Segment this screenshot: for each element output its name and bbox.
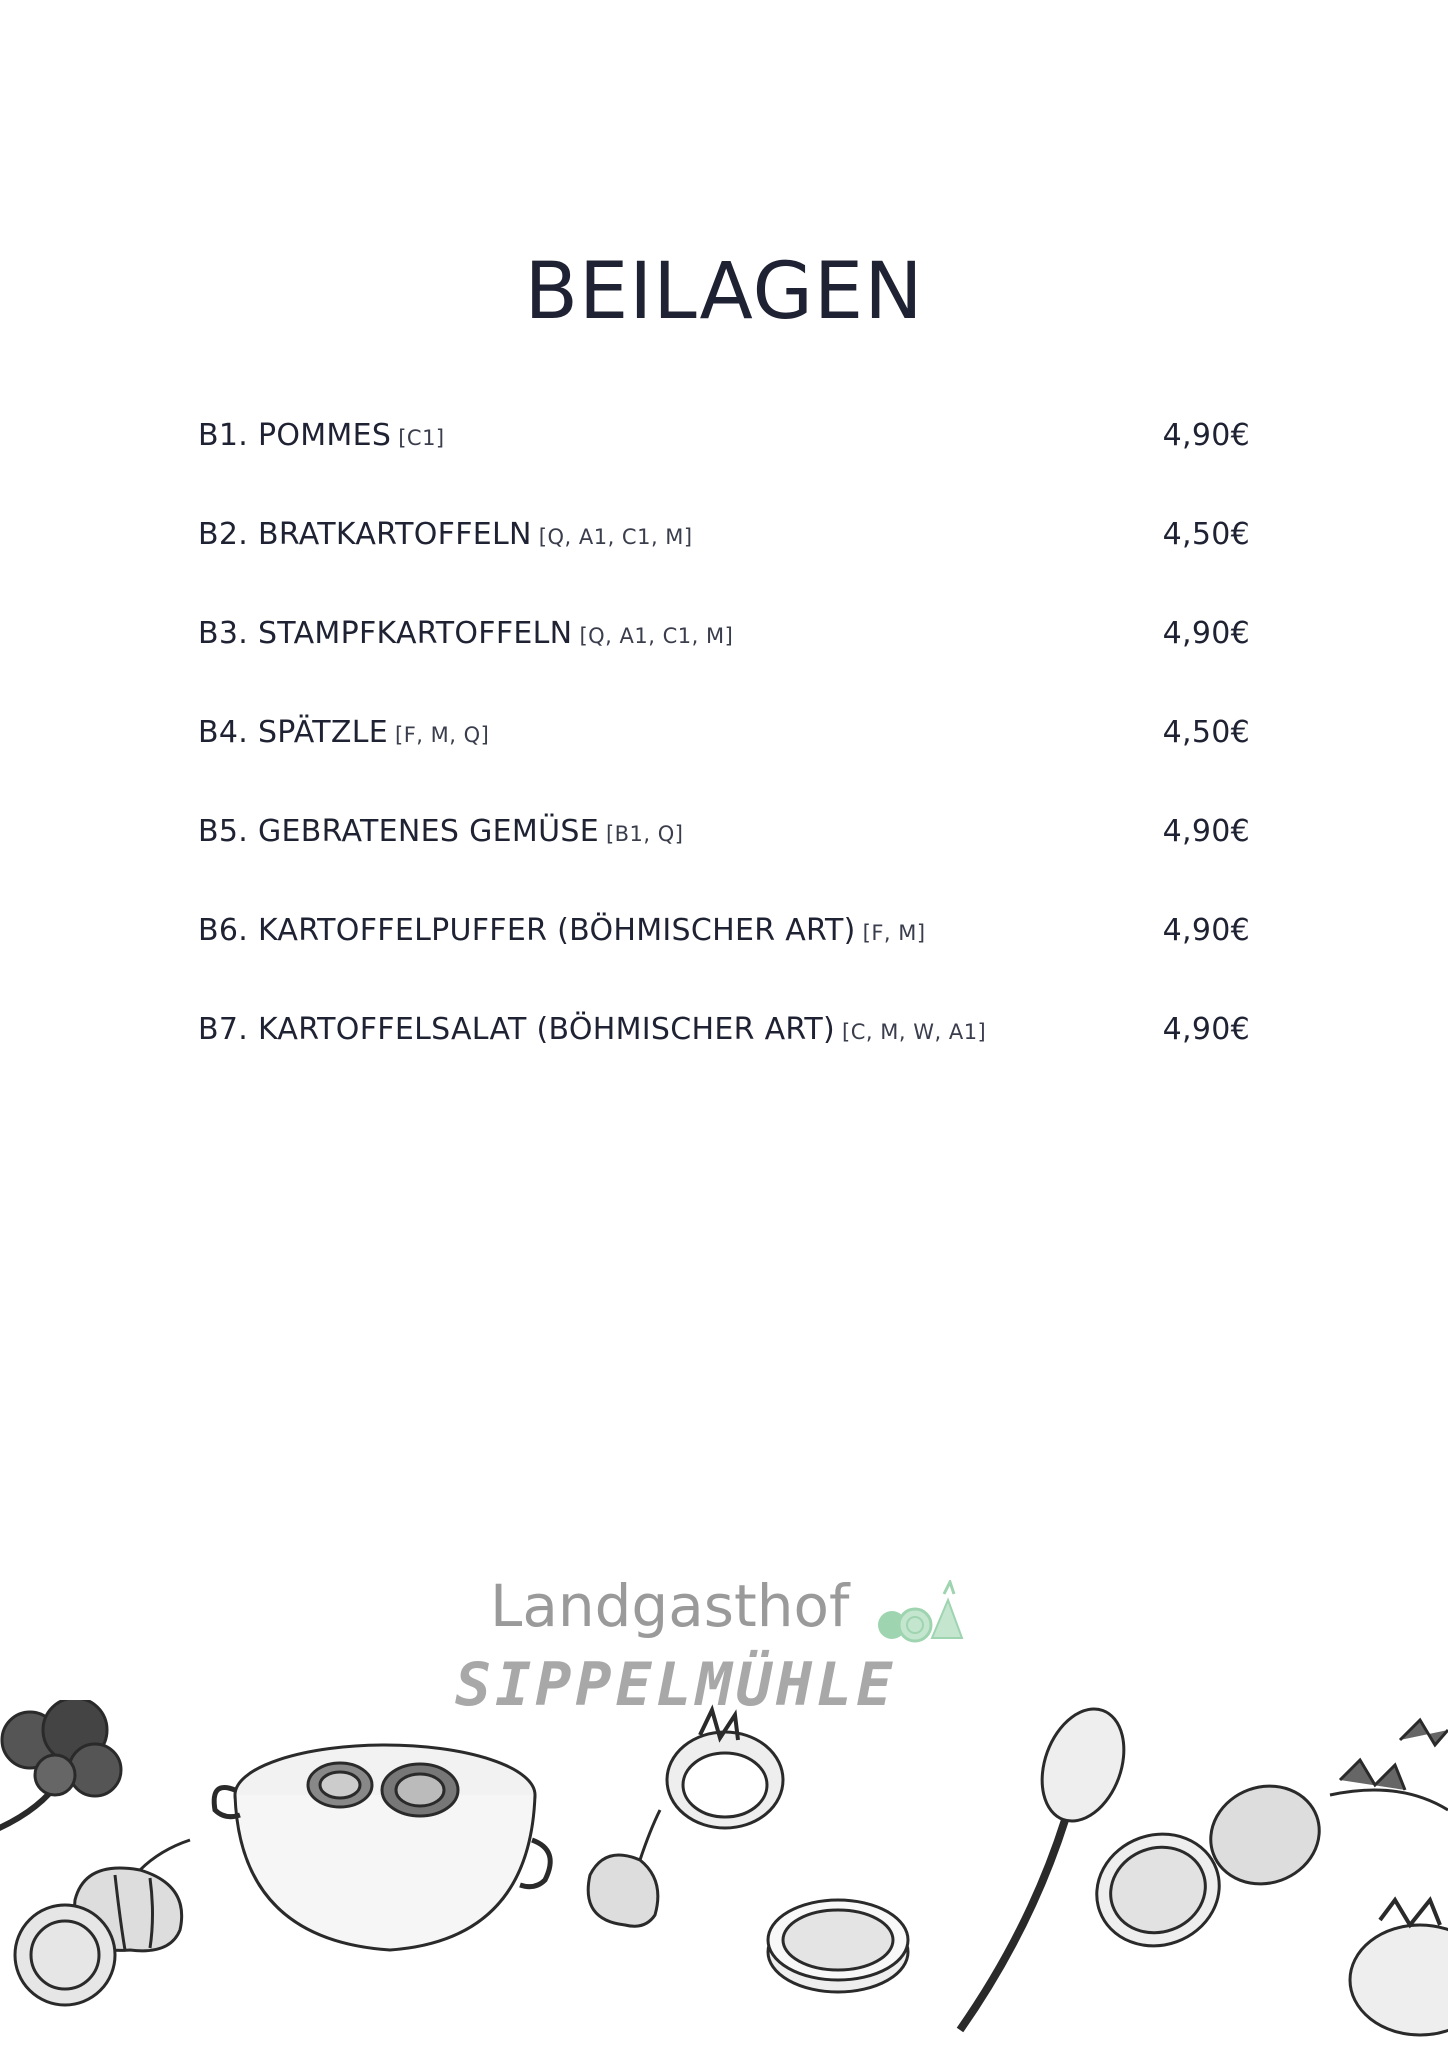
item-name: B1. POMMES	[198, 418, 392, 453]
broccoli-icon	[0, 1700, 121, 1830]
item-price: 4,90€	[1162, 814, 1250, 849]
item-allergens: [C1]	[398, 426, 445, 450]
food-illustration	[0, 1700, 1448, 2048]
item-allergens: [B1, Q]	[605, 822, 684, 846]
menu-item	[198, 517, 1250, 616]
tomato-icon	[15, 1905, 115, 2005]
tomato-icon	[667, 1710, 783, 1828]
menu-item	[198, 913, 1250, 1012]
menu-item	[198, 814, 1250, 913]
menu-item	[198, 1012, 1250, 1111]
item-price: 4,90€	[1162, 913, 1250, 948]
item-price: 4,90€	[1162, 418, 1250, 453]
eggplant-slice-icon	[768, 1900, 908, 1992]
logo-line1: Landgasthof	[490, 1572, 850, 1640]
item-price: 4,90€	[1162, 616, 1250, 651]
menu-item	[198, 715, 1250, 814]
item-price: 4,50€	[1162, 517, 1250, 552]
menu-item	[198, 418, 1250, 517]
item-name: B7. KARTOFFELSALAT (BÖHMISCHER ART)	[198, 1012, 836, 1047]
garlic-icon	[588, 1810, 660, 1926]
soup-pot-icon	[214, 1745, 550, 1950]
eggplant-slice-icon	[1081, 1771, 1333, 1963]
menu-list	[198, 418, 1250, 1111]
tomato-icon	[1350, 1900, 1448, 2035]
logo-line2: SIPPELMÜHLE	[455, 1650, 897, 1720]
parsley-icon	[1330, 1720, 1448, 1810]
item-name: B2. BRATKARTOFFELN	[198, 517, 532, 552]
menu-item	[198, 616, 1250, 715]
item-name: B6. KARTOFFELPUFFER (BÖHMISCHER ART)	[198, 913, 856, 948]
logo-vegetable-icon	[870, 1580, 970, 1650]
item-allergens: [F, M]	[862, 921, 926, 945]
item-allergens: [Q, A1, C1, M]	[538, 525, 693, 549]
item-allergens: [Q, A1, C1, M]	[579, 624, 734, 648]
item-name: B3. STAMPFKARTOFFELN	[198, 616, 573, 651]
item-allergens: [F, M, Q]	[395, 723, 490, 747]
item-name: B4. SPÄTZLE	[198, 715, 388, 750]
page-title: BEILAGEN	[524, 247, 924, 338]
item-price: 4,90€	[1162, 1012, 1250, 1047]
item-name: B5. GEBRATENES GEMÜSE	[198, 814, 599, 849]
item-allergens: [C, M, W, A1]	[842, 1020, 987, 1044]
item-price: 4,50€	[1162, 715, 1250, 750]
